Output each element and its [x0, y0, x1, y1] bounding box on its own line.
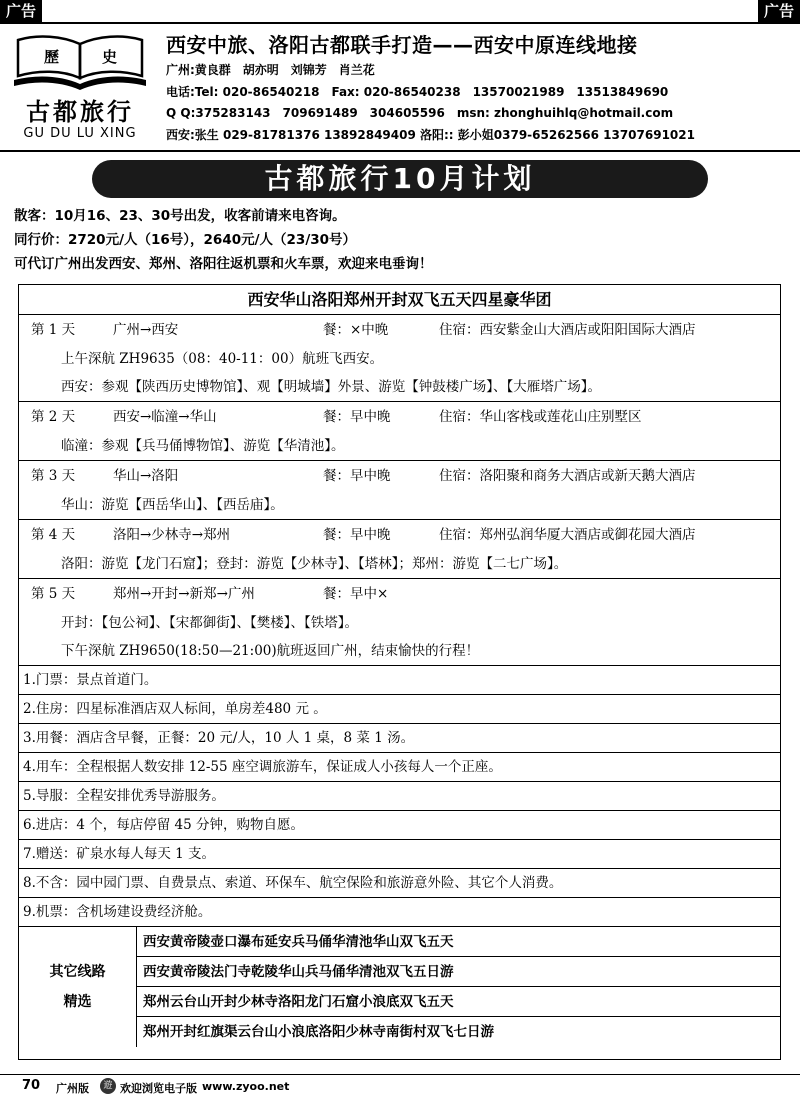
day-detail: 上午深航 ZH9635（08：40-11：00）航班飞西安。 [61, 351, 384, 367]
book-icon [12, 34, 148, 84]
contact-info [166, 30, 796, 146]
day-number: 第 3 天 [31, 468, 76, 484]
logo-pinyin: GU DU LU XING [23, 126, 137, 141]
intro-line: 同行价：2720元/人（16号），2640元/人（23/30号） [14, 232, 357, 248]
intro-block [14, 204, 794, 276]
other-routes [19, 927, 780, 1047]
plan-banner: 古都旅行10月计划 [92, 160, 708, 198]
other-routes-list [137, 927, 780, 1047]
agency-header [0, 22, 800, 152]
day-route: 西安→临潼→华山 [113, 409, 217, 425]
itinerary-box [18, 284, 781, 1060]
tour-title: 西安华山洛阳郑州开封双飞五天四星豪华团 [19, 285, 780, 315]
route-item: 郑州开封红旗渠云台山小浪底洛阳少林寺南街村双飞七日游 [143, 1024, 494, 1040]
edition-label: 广州版 [56, 1082, 89, 1095]
note-gift: 7.赠送：矿泉水每人每天 1 支。 [19, 840, 780, 869]
page-footer [0, 1074, 800, 1100]
note-airfare: 9.机票：含机场建设费经济舱。 [19, 898, 780, 927]
note-meals: 3.用餐：酒店含早餐，正餐：20 元/人，10 人 1 桌，8 菜 1 汤。 [19, 724, 780, 753]
intro-line: 散客：10月16、23、30号出发，收客前请来电咨询。 [14, 208, 346, 224]
day-meal: 餐：早中晚 [323, 527, 391, 543]
day-detail: 华山：游览【西岳华山】、【西岳庙】。 [61, 497, 284, 513]
contact-qq: Q Q:375283143 709691489 304605596 msn: zhonghuihlq@hotmail.com [166, 106, 674, 120]
logo-name: 古都旅行 [26, 98, 134, 126]
day-detail: 西安：参观【陕西历史博物馆】、观【明城墙】外景、游览【钟鼓楼广场】、【大雁塔广场】。 [61, 379, 601, 395]
route-item: 郑州云台山开封少林寺洛阳龙门石窟小浪底双飞五天 [137, 987, 780, 1017]
agency-logo [6, 30, 154, 148]
day-detail: 临潼：参观【兵马俑博物馆】、游览【华清池】。 [61, 438, 345, 454]
day-detail: 开封：【包公祠】、【宋都御街】、【樊楼】、【铁塔】。 [61, 615, 358, 631]
header-title: 西安中旅、洛阳古都联手打造——西安中原连线地接 [166, 33, 638, 57]
day-route: 郑州→开封→新郑→广州 [113, 586, 255, 602]
route-item: 西安黄帝陵壶口瀑布延安兵马俑华清池华山双飞五天 [137, 927, 780, 957]
footer-text: 欢迎浏览电子版 [120, 1082, 197, 1095]
day-number: 第 2 天 [31, 409, 76, 425]
note-tickets: 1.门票：景点首道门。 [19, 666, 780, 695]
other-routes-label [19, 927, 137, 1047]
day-meal: 餐：×中晚 [323, 322, 389, 338]
day-hotel: 住宿：洛阳聚和商务大酒店或新天鹅大酒店 [439, 468, 696, 484]
day-5 [19, 579, 780, 666]
ad-label-left: 广告 [0, 0, 42, 22]
day-route: 洛阳→少林寺→郑州 [113, 527, 231, 543]
route-item: 西安黄帝陵法门寺乾陵华山兵马俑华清池双飞五日游 [137, 957, 780, 987]
day-route: 广州→西安 [113, 322, 179, 338]
day-3 [19, 461, 780, 520]
edition-badge-icon: 遊 [100, 1078, 116, 1094]
contact-staff: 广州:黄良群 胡亦明 刘锦芳 肖兰花 [166, 63, 375, 77]
day-number: 第 5 天 [31, 586, 76, 602]
day-4 [19, 520, 780, 579]
day-2 [19, 402, 780, 461]
day-1 [19, 315, 780, 402]
day-hotel: 住宿：郑州弘润华厦大酒店或御花园大酒店 [439, 527, 696, 543]
ad-label-right: 广告 [758, 0, 800, 22]
day-route: 华山→洛阳 [113, 468, 179, 484]
other-label-line: 其它线路 [49, 964, 106, 980]
note-excluded: 8.不含：园中园门票、自费景点、索道、环保车、航空保险和旅游意外险、其它个人消费。 [19, 869, 780, 898]
note-lodging: 2.住房：四星标准酒店双人标间，单房差480 元 。 [19, 695, 780, 724]
day-hotel: 住宿：华山客栈或莲花山庄别墅区 [439, 409, 642, 425]
day-meal: 餐：早中晚 [323, 409, 391, 425]
day-detail: 洛阳：游览【龙门石窟】；登封：游览【少林寺】、【塔林】；郑州：游览【二七广场】。 [61, 556, 568, 572]
book-char-left: 歷 [44, 48, 60, 66]
day-meal: 餐：早中× [323, 586, 389, 602]
page-number: 70 [22, 1078, 41, 1093]
day-meal: 餐：早中晚 [323, 468, 391, 484]
day-hotel: 住宿：西安紫金山大酒店或阳阳国际大酒店 [439, 322, 696, 338]
contact-regional: 西安:张生 029-81781376 13892849409 洛阳:: 彭小姐0379-65262566 13707691021 [166, 127, 695, 142]
note-guide: 5.导服：全程安排优秀导游服务。 [19, 782, 780, 811]
day-number: 第 4 天 [31, 527, 76, 543]
footer-url: www.zyoo.net [202, 1080, 290, 1093]
contact-phone: 电话:Tel: 020-86540218 Fax: 020-86540238 13570021989 13513849690 [166, 84, 669, 99]
day-detail: 下午深航 ZH9650(18:50—21:00)航班返回广州，结束愉快的行程！ [61, 643, 480, 659]
intro-line: 可代订广州出发西安、郑州、洛阳往返机票和火车票，欢迎来电垂询！ [14, 256, 433, 272]
other-label-line: 精选 [63, 994, 92, 1010]
note-shopping: 6.进店：4 个，每店停留 45 分钟，购物自愿。 [19, 811, 780, 840]
book-char-right: 史 [102, 48, 118, 66]
day-number: 第 1 天 [31, 322, 76, 338]
note-transport: 4.用车：全程根据人数安排 12-55 座空调旅游车，保证成人小孩每人一个正座。 [19, 753, 780, 782]
